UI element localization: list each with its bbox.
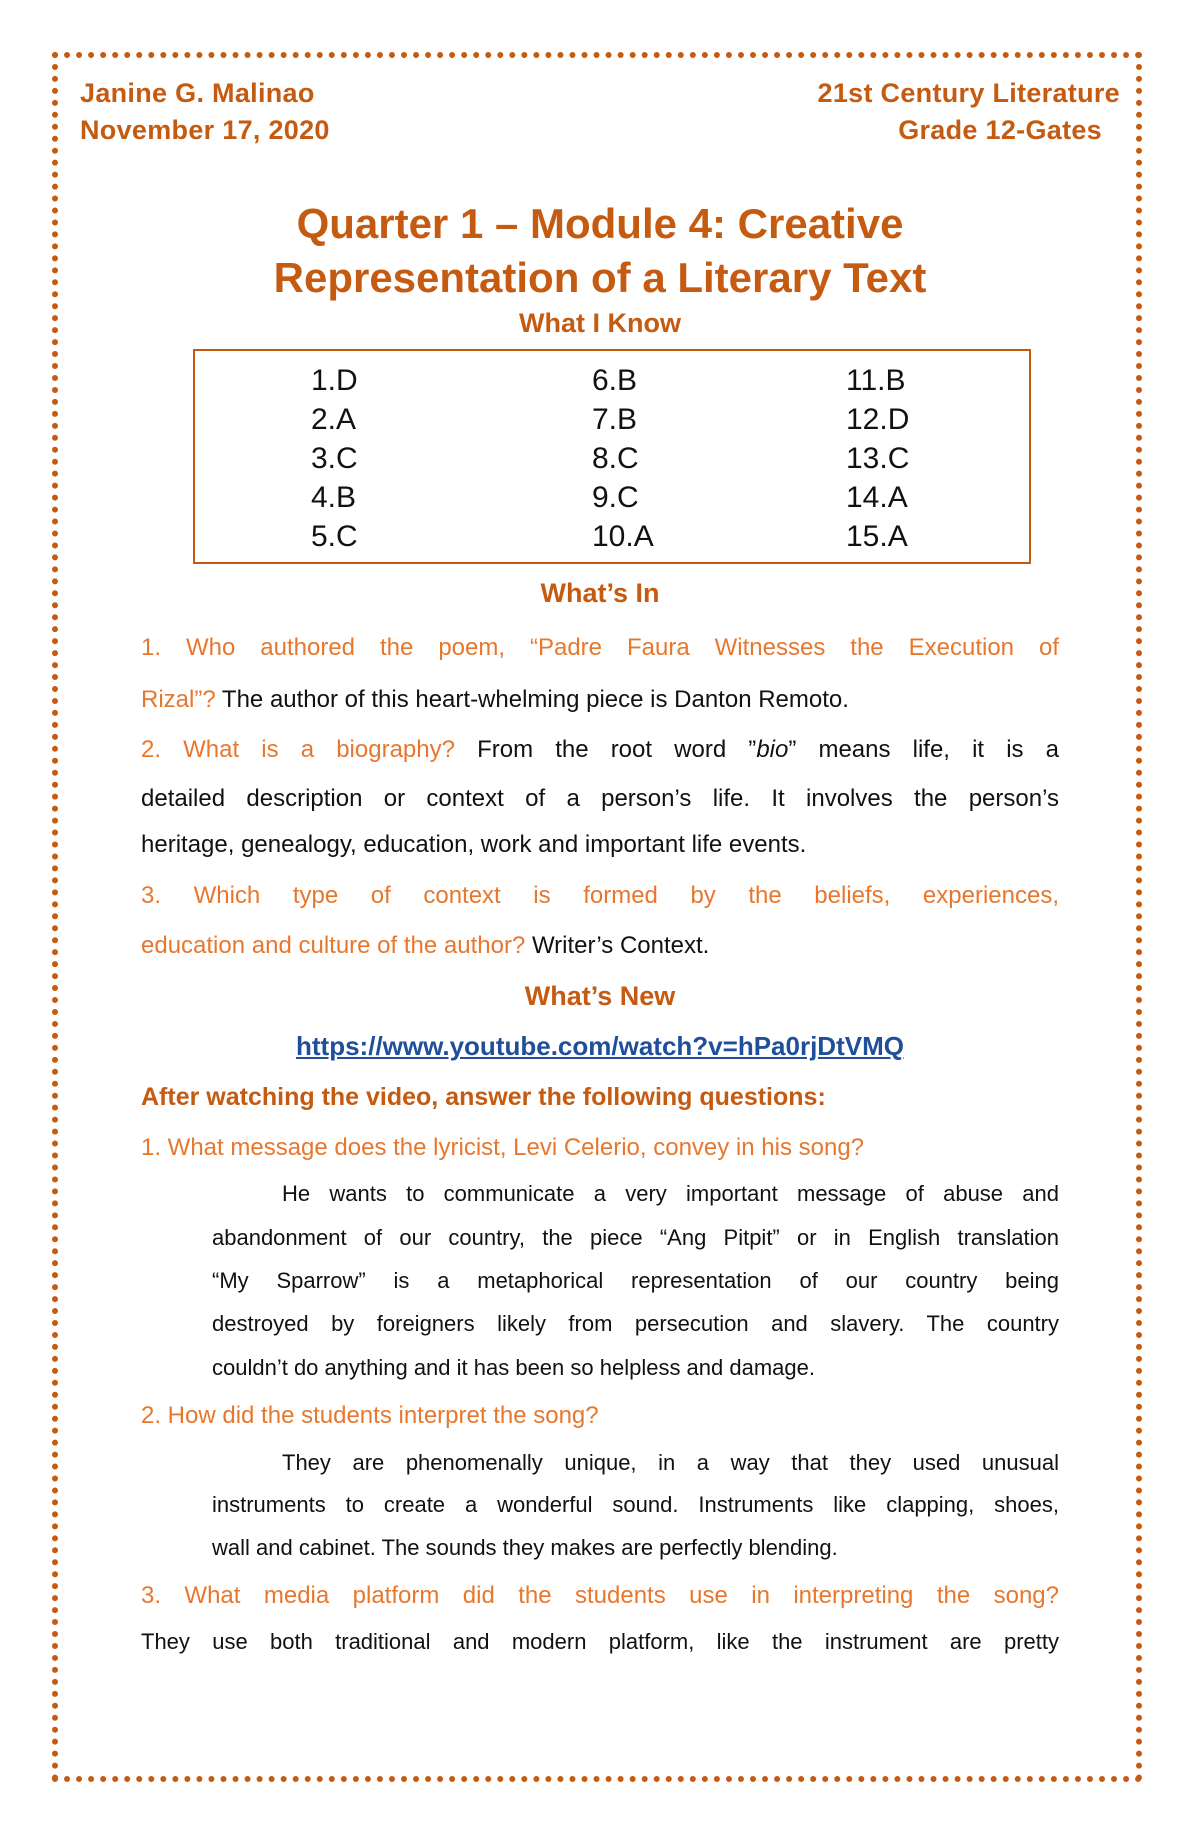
answer-key-item: 5.C: [311, 520, 358, 553]
answer-key-item: 2.A: [311, 403, 357, 436]
answer-key-item: 9.C: [592, 481, 639, 514]
whats-in-question-3-end: education and culture of the author?: [141, 932, 526, 959]
whats-in-question-1: 1. Who authored the poem, “Padre Faura Witnesses the Execution of: [141, 634, 1059, 661]
whats-in-answer-2a: From the root word ”: [454, 736, 757, 763]
answer-key-item: 12.D: [846, 403, 910, 436]
answer-key-item: 11.B: [846, 364, 906, 397]
whats-in-answer-2b: ” means life, it is a: [788, 736, 1060, 763]
what-i-know-heading: What I Know: [519, 308, 681, 338]
whats-in-answer-3: Writer’s Context.: [525, 932, 710, 959]
answer-key-item: 10.A: [592, 520, 654, 553]
answer-key-item: 6.B: [592, 364, 638, 397]
whats-in-question-1-end: Rizal”?: [141, 686, 216, 713]
whats-in-answer-1: The author of this heart-whelming piece is Danton Remoto.: [215, 686, 849, 713]
whats-new-answer-3: They use both traditional and modern platform, like the instrument are pretty: [141, 1629, 1059, 1654]
whats-new-answer-2-line: wall and cabinet. The sounds they makes are perfectly blending.: [212, 1535, 838, 1560]
whats-new-answer-1-line: He wants to communicate a very important message of abuse and: [282, 1181, 1059, 1206]
answer-key-item: 1.D: [311, 364, 358, 397]
module-title-line2: Representation of a Literary Text: [273, 254, 927, 301]
whats-new-heading: What’s New: [524, 981, 676, 1011]
whats-in-question-2: 2. What is a biography?: [141, 736, 455, 763]
student-name: Janine G. Malinao: [80, 78, 315, 108]
answer-key-item: 4.B: [311, 481, 357, 514]
answer-key-item: 14.A: [846, 481, 908, 514]
whats-in-answer-2-line3: heritage, genealogy, education, work and important life events.: [141, 831, 807, 858]
answer-key-item: 15.A: [846, 520, 908, 553]
grade-section: Grade 12-Gates: [898, 115, 1102, 145]
whats-new-answer-1-line: couldn’t do anything and it has been so helpless and damage.: [212, 1355, 815, 1380]
whats-new-question-3: 3. What media platform did the students use in interpreting the song?: [141, 1582, 1059, 1609]
whats-new-question-1: 1. What message does the lyricist, Levi Celerio, convey in his song?: [141, 1134, 865, 1161]
module-title-line1: Quarter 1 – Module 4: Creative: [296, 200, 904, 247]
youtube-link[interactable]: https://www.youtube.com/watch?v=hPa0rjDtVMQ: [296, 1031, 904, 1061]
whats-new-question-2: 2. How did the students interpret the song?: [141, 1402, 599, 1429]
answer-key-item: 8.C: [592, 442, 639, 475]
answer-key-item: 13.C: [846, 442, 910, 475]
answer-key-item: 7.B: [592, 403, 638, 436]
subject: 21st Century Literature: [817, 78, 1120, 108]
whats-new-answer-2-line: They are phenomenally unique, in a way that they used unusual: [282, 1450, 1059, 1475]
whats-new-answer-1-line: destroyed by foreigners likely from persecution and slavery. The country: [212, 1311, 1059, 1336]
whats-in-q3-line2: [141, 932, 1059, 960]
whats-in-question-3: 3. Which type of context is formed by the beliefs, experiences,: [141, 882, 1059, 909]
whats-new-answer-2-line: instruments to create a wonderful sound. Instruments like clapping, shoes,: [212, 1492, 1059, 1517]
whats-new-answer-1-line: “My Sparrow” is a metaphorical representation of our country being: [212, 1268, 1059, 1293]
whats-in-answer-2-bio: bio: [756, 736, 789, 763]
whats-in-q2-line: [141, 736, 1059, 764]
date: November 17, 2020: [80, 115, 330, 145]
whats-in-answer-1-line: [141, 686, 1059, 714]
whats-in-heading: What’s In: [540, 578, 660, 608]
whats-new-answer-1-line: abandonment of our country, the piece “Ang Pitpit” or in English translation: [212, 1225, 1059, 1250]
instruction: After watching the video, answer the following questions:: [141, 1083, 826, 1111]
whats-in-answer-2-line2: detailed description or context of a person’s life. It involves the person’s: [141, 785, 1059, 812]
answer-key-item: 3.C: [311, 442, 358, 475]
